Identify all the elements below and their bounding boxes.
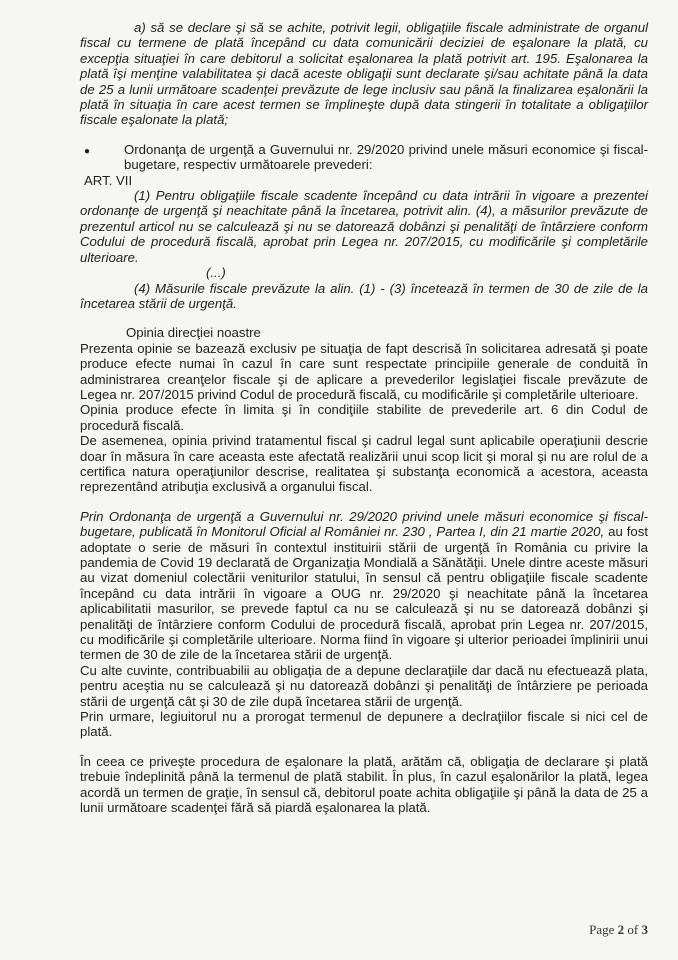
art-heading: ART. VII: [84, 172, 133, 188]
prin-ordonanta-paragraph: [80, 509, 648, 663]
section-title-opinia: Opinia direcţiei noastre: [126, 325, 261, 341]
page-current: 2: [617, 922, 625, 937]
page-total: 3: [641, 922, 648, 937]
art-alin-4: (4) Măsurile fiscale prevăzute la alin. (1) - (3) încetează în termen de 30 de zile de la încetarea stării de urgenţă.: [80, 280, 648, 311]
body-text-top: [80, 20, 648, 816]
opinia-paragraph-1: Prezenta opinie se bazează exclusiv pe situaţia de fapt descrisă în solicitarea adresată şi poate produce efecte numai în cazul în care sunt respectate principiile generale de conduită în administrarea creanţelor fiscale şi de aplicare a prevederilor legislaţiei fiscale prevăzute de Legea nr. 207/2015 privind Codul de procedură fiscală, cu modificările şi completările ulterioare.: [80, 340, 648, 402]
art-alin-1: (1) Pentru obligaţiile fiscale scadente începând cu data intrării în vigoare a prezentei ordonanţe de urgenţă şi neachitate până la încetarea, potrivit alin. (4), a măsurilor prevăzute de prezentul articol nu se calculează şi nu se datorează dobânzi şi penalităţi de întârziere conform Codului de procedură fiscală, aprobat prin Legea nr. 207/2015, cu modificările şi completările ulterioare.: [80, 188, 648, 265]
bullet-icon: ●: [84, 145, 91, 157]
ellipsis: (...): [206, 265, 226, 281]
page-of: of: [627, 922, 639, 937]
page-word: Page: [589, 922, 615, 937]
opinia-paragraph-2: Opinia produce efecte în limita şi în condiţiile stabilite de prevederile art. 6 din Codul de procedură fiscală.: [80, 402, 648, 433]
prin-urmare-paragraph: Prin urmare, legiuitorul nu a prorogat termenul de depunere a declraţiilor fiscale si nici cel de plată.: [80, 709, 648, 740]
cu-alte-cuvinte-paragraph: Cu alte cuvinte, contribuabilii au obligaţia de a depune declaraţiile dar dacă nu efectuează plata, pentru aceştia nu se calculează şi nu datorează dobânzi şi penalităţi de întârziere pe perioada stării de urgenţă cât şi 30 de zile după încetarea stării de urgenţă.: [80, 662, 648, 709]
prin-ordonanta-italic: Prin Ordonanţa de urgenţă a Guvernului nr. 29/2020 privind unele măsuri economice şi fiscal-bugetare, publicată în Monitorul Oficial al României nr. 230 , Partea I, din 21 martie 2020,: [80, 508, 648, 540]
bullet-item-oug: [80, 142, 648, 173]
prin-ordonanta-rest: au fost adoptate o serie de măsuri în contextul instituirii stării de urgenţă în România cu privire la pandemia de Covid 19 declarată de Organizaţia Mondială a Sănătăţii. Unele dintre aceste măsuri au vizat domeniul colectării veniturilor statului, în sensul că pentru obligaţiile fiscale scadente începând cu data intrării în vigoare a OUG nr. 29/2020 şi neachitate până la încetarea aplicabilitatii masurilor, se prevede faptul ca nu se calculează şi nu se datorează dobânzi şi penalităţi de întârziere conform Codului de procedură fiscală, aprobat prin Legea nr. 207/2015, cu modificările şi completările ulterioare. Norma fiind în vigoare şi ulterior perioadei împlinirii unui termen de 30 de zile de la încetarea stării de urgenţă.: [80, 524, 648, 663]
esalonare-paragraph: În ceea ce priveşte procedura de eşalonare la plată, arătăm că, obligaţia de declarare şi plată trebuie îndeplinită până la termenul de plată stabilit. În plus, în cazul eşalonărilor la plată, legea acordă un termen de graţie, în sensul că, debitorul poate achita obligaţiile şi până la data de 25 a lunii următoare scadenţei fără să piardă eşalonarea la plată.: [80, 753, 648, 816]
opinia-paragraph-3: De asemenea, opinia privind tratamentul fiscal şi cadrul legal sunt aplicabile operaţiunii descrie doar în măsura în care aceasta este afectată realizării unui scop licit şi moral şi nu are rolul de a certifica natura operaţiunilor descrise, realitatea şi substanţa economică a acestora, aceasta reprezentând atribuţia exclusivă a organului fiscal.: [80, 433, 648, 495]
paragraph-a: a) să se declare şi să se achite, potrivit legii, obligaţiile fiscale administrate de organul fiscal cu termene de plată începând cu data comunicării deciziei de eşalonare la plată, cu excepţia situaţiei în care debitorul a solicitat eşalonarea la plată potrivit art. 195. Eşalonarea la plată îşi menţine valabilitatea şi dacă aceste obligaţii sunt declarate şi/sau achitate până la data de 25 a lunii următoare scadenţei prevăzute de lege inclusiv sau până la finalizarea eşalonării la plată în situaţia în care acest termen se împlineşte după data stingerii în totalitate a obligaţiilor fiscale eşalonate la plată;: [80, 20, 648, 128]
page-number: [589, 922, 648, 938]
bullet-text: Ordonanţa de urgenţă a Guvernului nr. 29/2020 privind unele măsuri economice şi fiscal-bugetare, respectiv următoarele prevederi:: [124, 141, 648, 173]
